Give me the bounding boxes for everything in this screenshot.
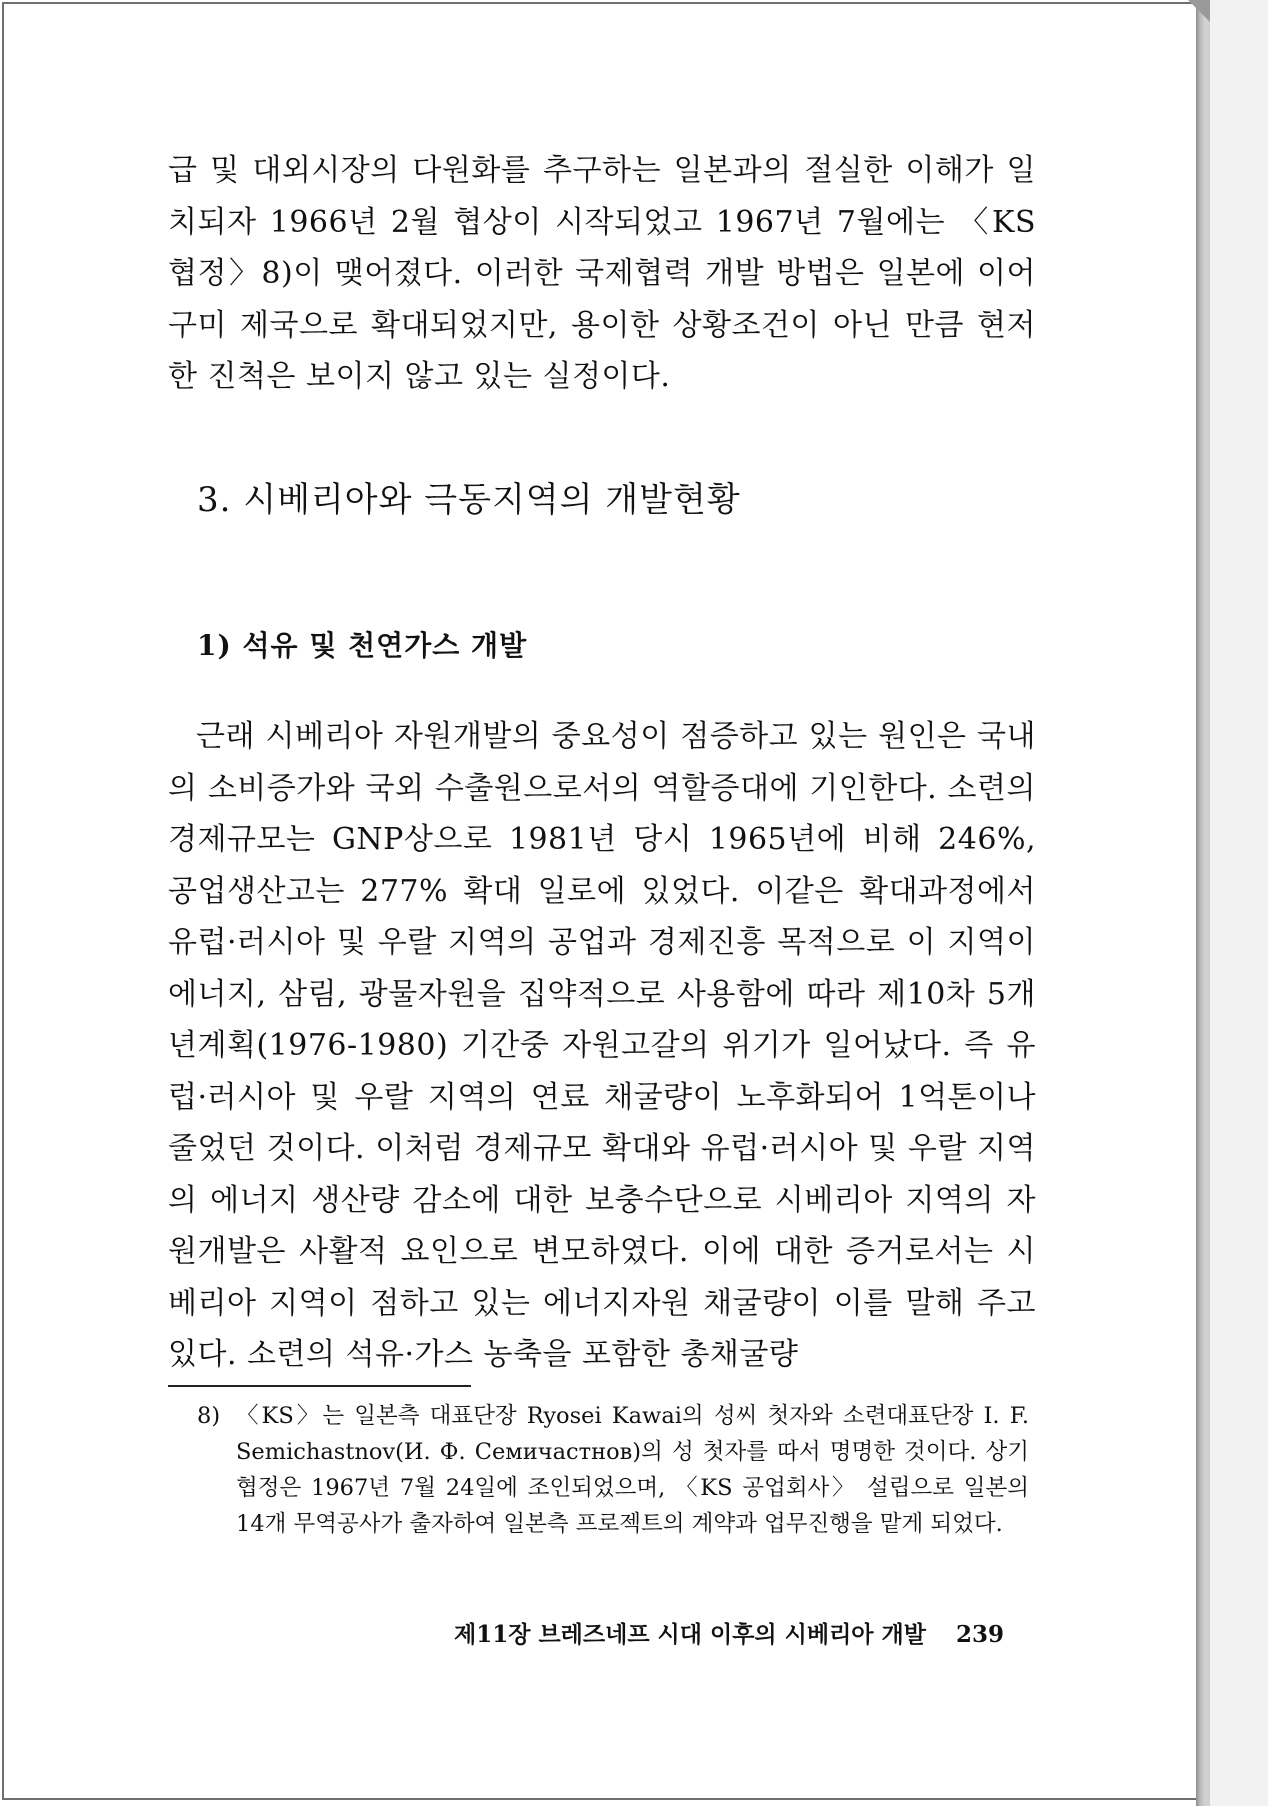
footnote-text: 〈KS〉는 일본측 대표단장 Ryosei Kawai의 성씨 첫자와 소련대표단장 I. F. Semichastnov(И. Ф. Семичастнов)의 성 첫자를 따서 명명한 것이다. 상기협정은 1967년 7월 24일에 조인되었으며, 〈KS 공업회사〉 설립으로 일본의 14개 무역공사가 출자하여 일본측 프로젝트의 계약과 업무진행을 맡게 되었다. xyxy=(236,1403,1029,1537)
section-heading: 3. 시베리아와 극동지역의 개발현황 xyxy=(197,480,741,520)
running-footer xyxy=(424,1616,1004,1649)
page-corner-icon xyxy=(1188,0,1210,22)
page-edge-shadow xyxy=(1196,0,1210,1806)
body-paragraph-main: 근래 시베리아 자원개발의 중요성이 점증하고 있는 원인은 국내의 소비증가와 국외 수출원으로서의 역할증대에 기인한다. 소련의 경제규모는 GNP상으로 1981년 당시 1965년에 비해 246%, 공업생산고는 277% 확대 일로에 있었다. 이같은 확대과정에서 유럽·러시아 및 우랄 지역의 공업과 경제진흥 목적으로 이 지역이 에너지, 삼림, 광물자원을 집약적으로 사용함에 따라 제10차 5개년계획(1976-1980) 기간중 자원고갈의 위기가 일어났다. 즉 유럽·러시아 및 우랄 지역의 연료 채굴량이 노후화되어 1억톤이나 줄었던 것이다. 이처럼 경제규모 확대와 유럽·러시아 및 우랄 지역의 에너지 생산량 감소에 대한 보충수단으로 시베리아 지역의 자원개발은 사활적 요인으로 변모하였다. 이에 대한 증거로서는 시베리아 지역이 점하고 있는 에너지자원 채굴량이 이를 말해 주고 있다. 소련의 석유·가스 농축을 포함한 총채굴량 xyxy=(168,719,1036,1372)
chapter-title: 제11장 브레즈네프 시대 이후의 시베리아 개발 xyxy=(454,1621,926,1648)
footnote xyxy=(197,1398,1029,1542)
footnote-marker: 8) xyxy=(197,1403,221,1429)
subsection-heading: 1) 석유 및 천연가스 개발 xyxy=(197,629,528,662)
scanned-page xyxy=(2,2,1206,1800)
footnote-divider xyxy=(168,1385,471,1387)
viewer-gutter xyxy=(1210,0,1268,1806)
body-paragraph-top: 급 및 대외시장의 다원화를 추구하는 일본과의 절실한 이해가 일치되자 1966년 2월 협상이 시작되었고 1967년 7월에는 〈KS 협정〉8)이 맺어졌다. 이러한 국제협력 개발 방법은 일본에 이어 구미 제국으로 확대되었지만, 용이한 상황조건이 아닌 만큼 현저한 진척은 보이지 않고 있는 실정이다. xyxy=(168,153,1036,394)
page-number: 239 xyxy=(955,1621,1004,1648)
